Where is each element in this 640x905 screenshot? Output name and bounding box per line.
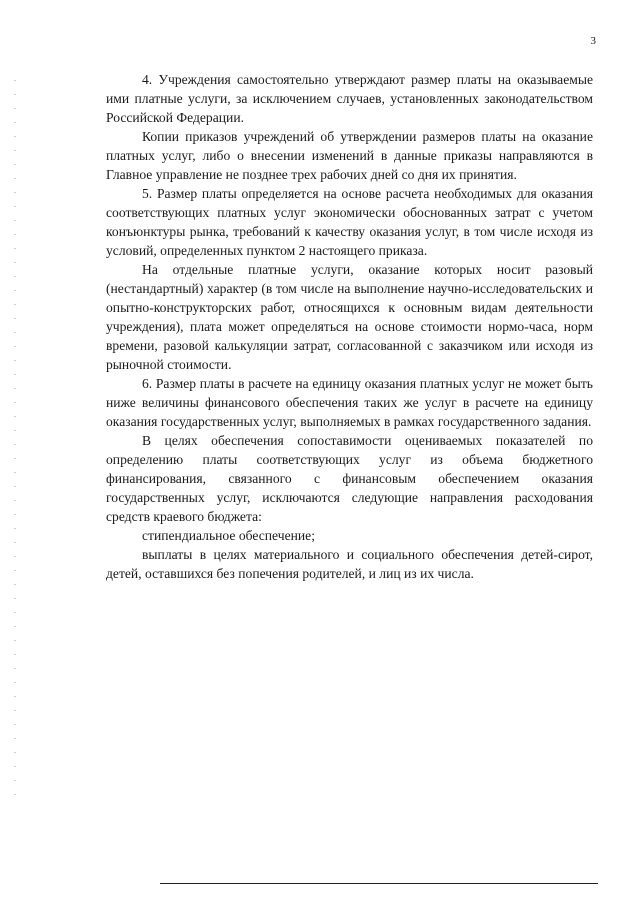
paragraph-4-copies: Копии приказов учреждений об утверждении размеров платы на оказание платных услуг, либо о внесении изменений в данные приказы направляются в Главное управление не позднее трех рабочих дней со дня их принятия. <box>106 129 593 182</box>
document-body <box>106 70 593 583</box>
paragraph-5-nonstandard: На отдельные платные услуги, оказание которых носит разовый (нестандартный) характер (в том числе на выполнение научно-исследовательских и опытно-конструкторских работ, относящихся к основным видам деятельности учреждения), плата может определяться на основе стоимости нормо-часа, норм времени, разовой калькуляции затрат, согласованной с заказчиком или исходя из рыночной стоимости. <box>106 262 593 372</box>
paragraph-6: 6. Размер платы в расчете на единицу оказания платных услуг не может быть ниже величины финансового обеспечения таких же услуг в расчете на единицу оказания государственных услуг, выполняемых в рамках государственного задания. <box>106 376 593 429</box>
paragraph-5: 5. Размер платы определяется на основе расчета необходимых для оказания соответствующих платных услуг экономически обоснованных затрат с учетом конъюнктуры рынка, требований к качеству оказания услуг, в том числе исходя из условий, определенных пунктом 2 настоящего приказа. <box>106 186 593 258</box>
list-item-orphan-payments: выплаты в целях материального и социального обеспечения детей-сирот, детей, оставшихся без попечения родителей, и лиц из их числа. <box>106 547 593 581</box>
footer-rule <box>160 883 598 884</box>
page-number: 3 <box>590 35 596 47</box>
paragraph-4: 4. Учреждения самостоятельно утверждают размер платы на оказываемые ими платные услуги, за исключением случаев, установленных законодательством Российской Федерации. <box>106 72 593 125</box>
paragraph-6-comparability: В целях обеспечения сопоставимости оцениваемых показателей по определению платы соответствующих услуг из объема бюджетного финансирования, связанного с финансовым обеспечением оказания государственных услуг, исключаются следующие направления расходования средств краевого бюджета: <box>106 433 593 524</box>
scan-margin-marks <box>14 80 16 800</box>
list-item-scholarship: стипендиальное обеспечение; <box>142 528 315 543</box>
